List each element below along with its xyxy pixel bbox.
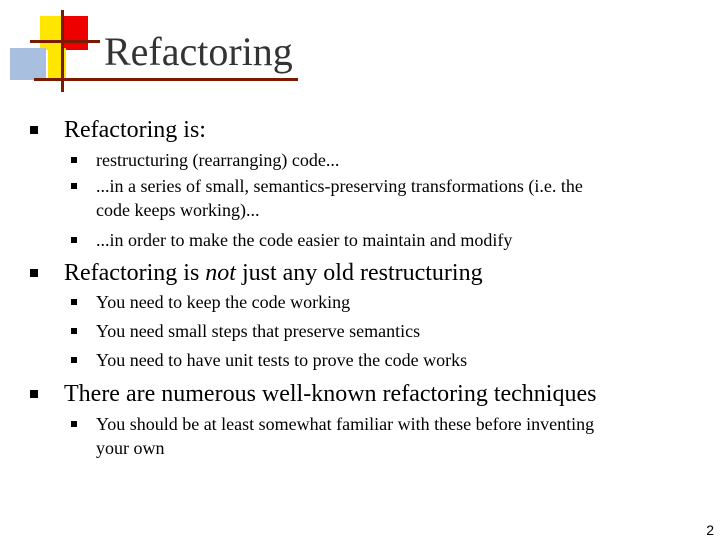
square-bullet-icon [71,237,77,243]
sub-bullet-text: You need to keep the code working [96,292,351,312]
square-bullet-icon [71,421,77,427]
bullet-text: Refactoring is: [64,117,206,143]
slide-title: Refactoring [104,29,293,74]
bullet-text-emphasis: not [205,260,236,286]
square-bullet-icon [30,269,38,277]
sub-bullet-text: You need to have unit tests to prove the code works [96,350,468,370]
bullet-text [64,259,483,287]
slide-number: 2 [706,522,714,538]
bullet-text-suffix: just any old restructuring [235,260,483,286]
square-bullet-icon [71,157,77,163]
sub-bullet-text: You need small steps that preserve semantics [96,321,421,341]
square-bullet-icon [71,183,77,189]
square-bullet-icon [71,328,77,334]
sub-bullet-text: code keeps working)... [96,200,260,220]
bullet-text: There are numerous well-known refactoring techniques [64,381,597,407]
bullet-text-prefix: Refactoring is [64,260,206,286]
square-bullet-icon [30,126,38,134]
sub-bullet-text: ...in a series of small, semantics-preserving transformations (i.e. the [96,176,583,196]
sub-bullet-text: You should be at least somewhat familiar with these before inventing [96,414,595,434]
square-bullet-icon [71,299,77,305]
sub-bullet-text: ...in order to make the code easier to maintain and modify [96,230,513,250]
square-bullet-icon [30,390,38,398]
sub-bullet-text: restructuring (rearranging) code... [96,150,340,170]
sub-bullet-text: your own [96,438,165,458]
square-bullet-icon [71,357,77,363]
